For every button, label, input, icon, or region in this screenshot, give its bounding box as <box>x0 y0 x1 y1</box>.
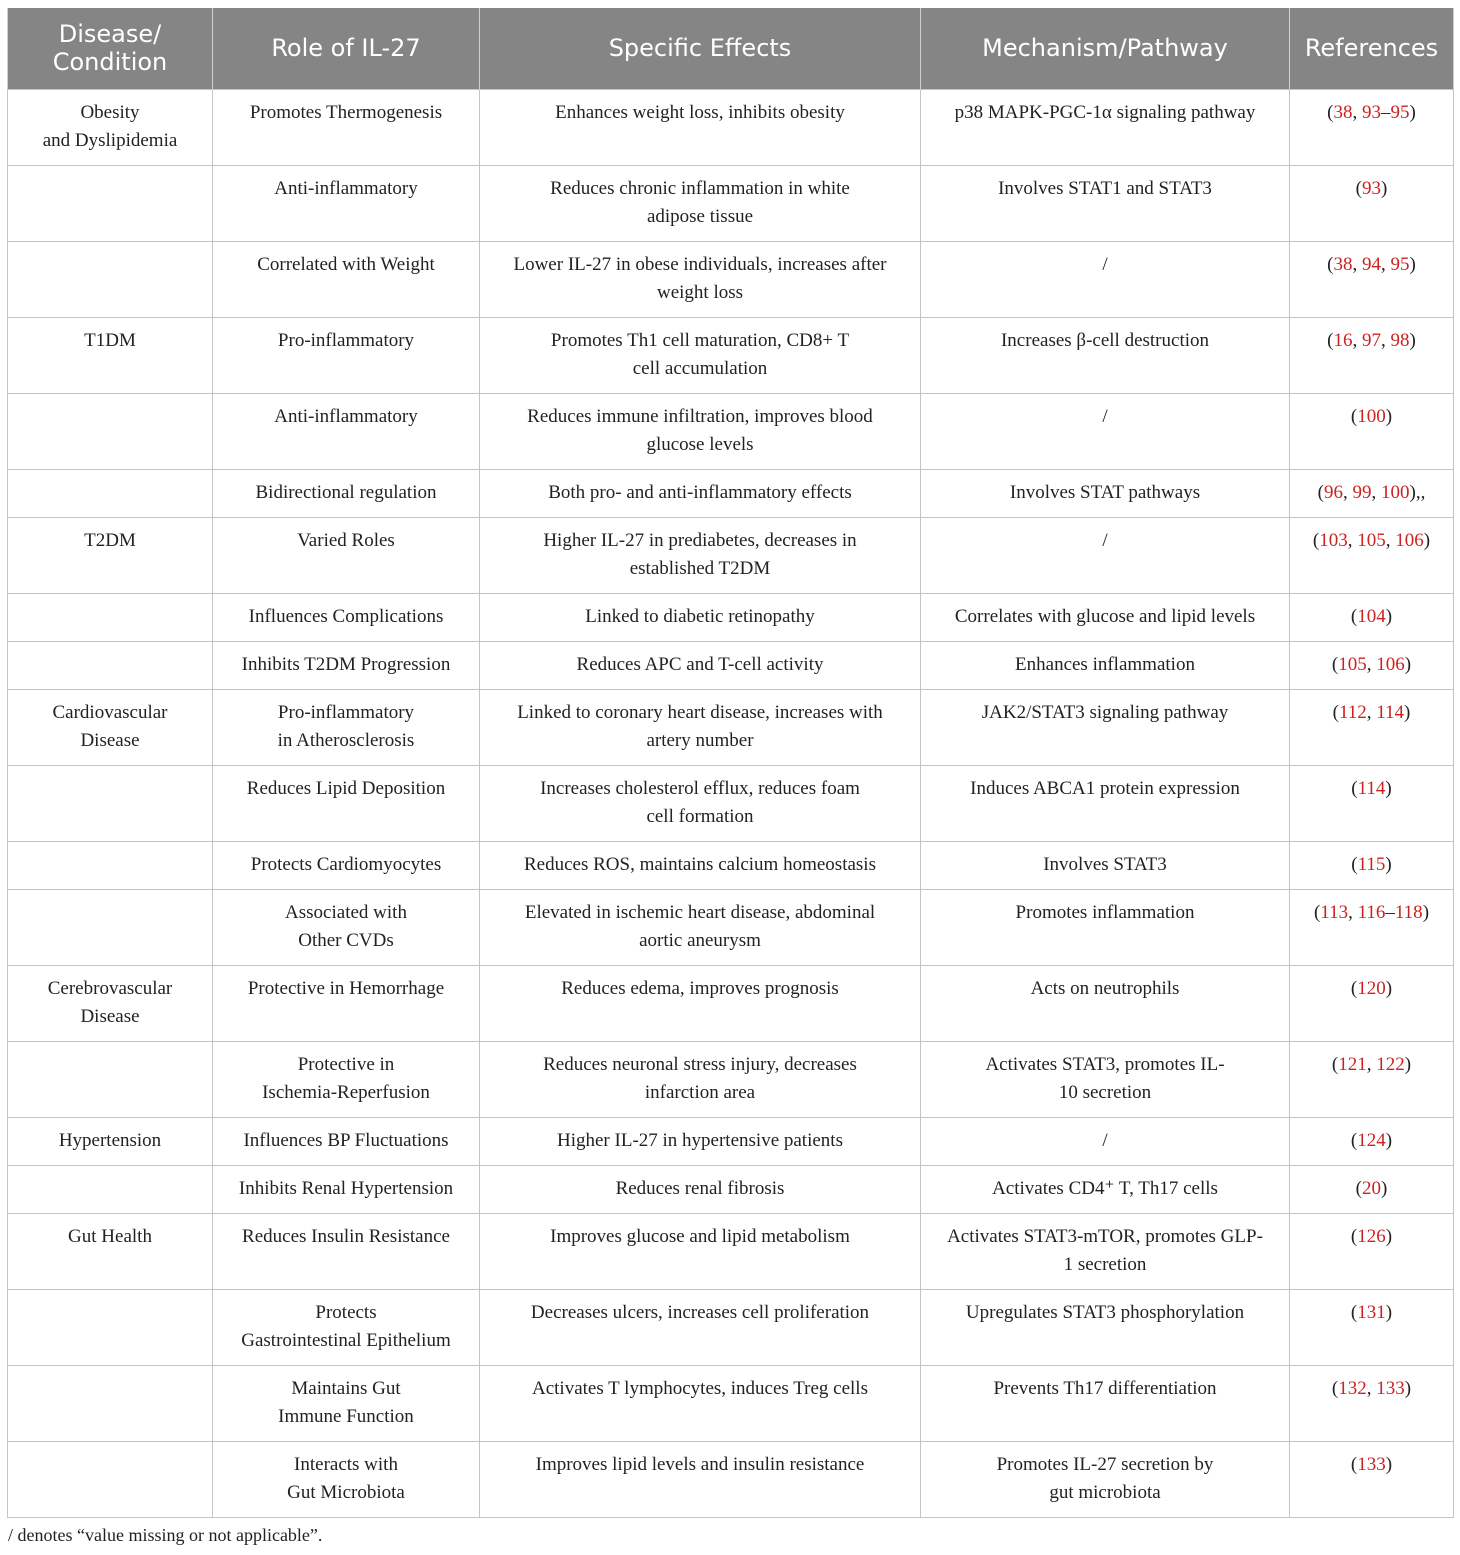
reference-link[interactable]: 96 <box>1324 481 1343 503</box>
table-row <box>8 393 1454 469</box>
reference-link[interactable]: 38 <box>1333 253 1353 275</box>
reference-link[interactable]: 98 <box>1390 329 1410 351</box>
cell-role: Protects Gastrointestinal Epithelium <box>213 1289 480 1365</box>
reference-punctuation: , <box>1381 253 1391 275</box>
table-row <box>8 593 1454 641</box>
reference-punctuation: – <box>1381 101 1391 123</box>
reference-punctuation: , <box>1348 901 1358 923</box>
cell-effects: Reduces edema, improves prognosis <box>480 965 921 1041</box>
cell-disease <box>8 641 213 689</box>
cell-disease <box>8 841 213 889</box>
cell-references <box>1290 1165 1454 1213</box>
reference-punctuation: , <box>1371 481 1381 503</box>
cell-effects: Improves glucose and lipid metabolism <box>480 1213 921 1289</box>
cell-references <box>1290 89 1454 165</box>
cell-references <box>1290 889 1454 965</box>
reference-link[interactable]: 114 <box>1357 777 1386 799</box>
reference-punctuation: ) <box>1385 1129 1393 1151</box>
cell-mechanism: Acts on neutrophils <box>921 965 1290 1041</box>
cell-mechanism: Increases β-cell destruction <box>921 317 1290 393</box>
reference-punctuation: ( <box>1350 1301 1358 1323</box>
reference-punctuation: , <box>1366 701 1377 723</box>
cell-mechanism: Promotes IL-27 secretion by gut microbiota <box>921 1441 1290 1517</box>
cell-effects: Improves lipid levels and insulin resistance <box>480 1441 921 1517</box>
reference-punctuation: ( <box>1327 253 1334 275</box>
reference-link[interactable]: 124 <box>1357 1129 1386 1151</box>
cell-role: Inhibits T2DM Progression <box>213 641 480 689</box>
cell-references <box>1290 593 1454 641</box>
cell-effects: Reduces neuronal stress injury, decreases infarction area <box>480 1041 921 1117</box>
cell-references <box>1290 1289 1454 1365</box>
reference-punctuation: ( <box>1355 1177 1362 1199</box>
cell-mechanism: Involves STAT3 <box>921 841 1290 889</box>
reference-punctuation: ),, <box>1409 481 1426 503</box>
reference-punctuation: ) <box>1409 253 1416 275</box>
reference-punctuation: ( <box>1317 481 1324 503</box>
cell-references <box>1290 165 1454 241</box>
table-row <box>8 965 1454 1041</box>
cell-effects: Increases cholesterol efflux, reduces foam cell formation <box>480 765 921 841</box>
cell-role: Promotes Thermogenesis <box>213 89 480 165</box>
cell-effects: Linked to coronary heart disease, increases with artery number <box>480 689 921 765</box>
cell-mechanism: Promotes inflammation <box>921 889 1290 965</box>
reference-punctuation: ) <box>1409 101 1416 123</box>
cell-disease <box>8 765 213 841</box>
cell-effects: Reduces immune infiltration, improves blood glucose levels <box>480 393 921 469</box>
reference-link[interactable]: 113 <box>1320 901 1349 923</box>
reference-punctuation: , <box>1352 101 1362 123</box>
cell-disease <box>8 1165 213 1213</box>
reference-punctuation: ( <box>1327 329 1334 351</box>
reference-punctuation: ) <box>1385 853 1392 875</box>
cell-references <box>1290 1213 1454 1289</box>
reference-punctuation: ) <box>1423 529 1431 551</box>
reference-link[interactable]: 94 <box>1362 253 1381 275</box>
reference-link[interactable]: 20 <box>1362 1177 1381 1199</box>
cell-role: Reduces Insulin Resistance <box>213 1213 480 1289</box>
cell-role: Maintains Gut Immune Function <box>213 1365 480 1441</box>
reference-link[interactable]: 121 <box>1338 1053 1367 1075</box>
cell-disease <box>8 393 213 469</box>
reference-punctuation: , <box>1352 329 1362 351</box>
reference-punctuation: , <box>1366 1377 1377 1399</box>
table-row <box>8 241 1454 317</box>
cell-effects: Lower IL-27 in obese individuals, increases after weight loss <box>480 241 921 317</box>
cell-role: Interacts with Gut Microbiota <box>213 1441 480 1517</box>
cell-disease <box>8 1289 213 1365</box>
cell-role: Protective in Ischemia-Reperfusion <box>213 1041 480 1117</box>
reference-link[interactable]: 97 <box>1362 329 1381 351</box>
reference-link[interactable]: 133 <box>1357 1453 1386 1475</box>
reference-punctuation: , <box>1347 529 1358 551</box>
header-disease: Disease/ Condition <box>8 8 213 89</box>
table-row <box>8 1165 1454 1213</box>
header-references: References <box>1290 8 1454 89</box>
cell-mechanism: Activates STAT3-mTOR, promotes GLP- 1 secretion <box>921 1213 1290 1289</box>
cell-references <box>1290 841 1454 889</box>
reference-punctuation: ) <box>1381 177 1388 199</box>
reference-punctuation: , <box>1366 653 1377 675</box>
cell-disease <box>8 889 213 965</box>
reference-link[interactable]: 38 <box>1333 101 1353 123</box>
table-row <box>8 1041 1454 1117</box>
reference-punctuation: ( <box>1350 1225 1358 1247</box>
cell-role: Bidirectional regulation <box>213 469 480 517</box>
table-row <box>8 1213 1454 1289</box>
reference-punctuation: – <box>1385 901 1395 923</box>
cell-role: Influences BP Fluctuations <box>213 1117 480 1165</box>
reference-link[interactable]: 105 <box>1338 653 1367 675</box>
cell-disease <box>8 241 213 317</box>
reference-punctuation: ) <box>1385 1453 1393 1475</box>
table-row <box>8 765 1454 841</box>
reference-punctuation: , <box>1366 1053 1377 1075</box>
table-row <box>8 469 1454 517</box>
cell-disease: Cerebrovascular Disease <box>8 965 213 1041</box>
cell-disease: T1DM <box>8 317 213 393</box>
cell-mechanism: / <box>921 393 1290 469</box>
cell-effects: Elevated in ischemic heart disease, abdominal aortic aneurysm <box>480 889 921 965</box>
cell-references <box>1290 1365 1454 1441</box>
reference-punctuation: ) <box>1422 901 1430 923</box>
cell-mechanism: Activates CD4⁺ T, Th17 cells <box>921 1165 1290 1213</box>
table-body <box>8 89 1454 1517</box>
reference-punctuation: , <box>1343 481 1353 503</box>
cell-effects: Higher IL-27 in hypertensive patients <box>480 1117 921 1165</box>
cell-disease: Hypertension <box>8 1117 213 1165</box>
table-row <box>8 1117 1454 1165</box>
reference-link[interactable]: 132 <box>1338 1377 1367 1399</box>
reference-punctuation: ( <box>1332 701 1339 723</box>
reference-punctuation: ( <box>1331 1377 1339 1399</box>
reference-punctuation: ( <box>1313 901 1321 923</box>
reference-punctuation: , <box>1352 253 1362 275</box>
reference-link[interactable]: 95 <box>1390 101 1410 123</box>
cell-role: Protects Cardiomyocytes <box>213 841 480 889</box>
header-row <box>8 8 1454 89</box>
cell-references <box>1290 965 1454 1041</box>
data-table <box>7 8 1454 1518</box>
reference-punctuation: , <box>1385 529 1396 551</box>
reference-link[interactable]: 106 <box>1395 529 1424 551</box>
cell-disease: Gut Health <box>8 1213 213 1289</box>
reference-link[interactable]: 120 <box>1357 977 1386 999</box>
reference-punctuation: ( <box>1327 101 1334 123</box>
table-row <box>8 641 1454 689</box>
cell-role: Varied Roles <box>213 517 480 593</box>
header-mechanism: Mechanism/Pathway <box>921 8 1290 89</box>
reference-link[interactable]: 126 <box>1357 1225 1386 1247</box>
cell-references <box>1290 765 1454 841</box>
reference-punctuation: ) <box>1385 1225 1393 1247</box>
cell-role: Influences Complications <box>213 593 480 641</box>
cell-mechanism: Involves STAT pathways <box>921 469 1290 517</box>
table-row <box>8 1365 1454 1441</box>
cell-role: Reduces Lipid Deposition <box>213 765 480 841</box>
reference-link[interactable]: 112 <box>1338 701 1367 723</box>
reference-punctuation: ( <box>1350 1129 1358 1151</box>
reference-link[interactable]: 99 <box>1352 481 1372 503</box>
reference-link[interactable]: 105 <box>1357 529 1386 551</box>
reference-punctuation: ( <box>1350 605 1358 627</box>
cell-mechanism: Enhances inflammation <box>921 641 1290 689</box>
reference-punctuation: ) <box>1404 1377 1412 1399</box>
reference-link[interactable]: 93 <box>1362 177 1381 199</box>
cell-disease <box>8 1041 213 1117</box>
table-row <box>8 89 1454 165</box>
reference-punctuation: ( <box>1351 777 1358 799</box>
reference-link[interactable]: 103 <box>1319 529 1348 551</box>
cell-references <box>1290 241 1454 317</box>
table-row <box>8 689 1454 765</box>
reference-punctuation: ( <box>1331 1053 1339 1075</box>
cell-mechanism: / <box>921 241 1290 317</box>
cell-effects: Reduces ROS, maintains calcium homeostasis <box>480 841 921 889</box>
cell-role: Anti-inflammatory <box>213 393 480 469</box>
cell-mechanism: Involves STAT1 and STAT3 <box>921 165 1290 241</box>
cell-disease <box>8 469 213 517</box>
cell-effects: Enhances weight loss, inhibits obesity <box>480 89 921 165</box>
cell-role: Anti-inflammatory <box>213 165 480 241</box>
table-footnote: / denotes “value missing or not applicable”. <box>8 1525 323 1545</box>
cell-references <box>1290 1441 1454 1517</box>
reference-punctuation: ( <box>1351 853 1358 875</box>
reference-punctuation: ) <box>1385 1301 1393 1323</box>
reference-link[interactable]: 114 <box>1376 701 1405 723</box>
reference-link[interactable]: 104 <box>1357 605 1386 627</box>
cell-effects: Reduces APC and T-cell activity <box>480 641 921 689</box>
table-row <box>8 1441 1454 1517</box>
reference-punctuation: , <box>1381 329 1391 351</box>
cell-references <box>1290 689 1454 765</box>
cell-references <box>1290 517 1454 593</box>
cell-effects: Decreases ulcers, increases cell proliferation <box>480 1289 921 1365</box>
table-row <box>8 1289 1454 1365</box>
cell-role: Pro-inflammatory in Atherosclerosis <box>213 689 480 765</box>
reference-punctuation: ) <box>1385 405 1393 427</box>
reference-punctuation: ( <box>1355 177 1362 199</box>
reference-punctuation: ( <box>1312 529 1320 551</box>
cell-mechanism: Prevents Th17 differentiation <box>921 1365 1290 1441</box>
reference-link[interactable]: 93 <box>1362 101 1381 123</box>
cell-mechanism: Correlates with glucose and lipid levels <box>921 593 1290 641</box>
reference-punctuation: ) <box>1404 701 1411 723</box>
reference-link[interactable]: 116 <box>1357 901 1386 923</box>
reference-link[interactable]: 122 <box>1376 1053 1405 1075</box>
cell-disease <box>8 593 213 641</box>
cell-role: Protective in Hemorrhage <box>213 965 480 1041</box>
reference-punctuation: ( <box>1350 977 1358 999</box>
reference-punctuation: ) <box>1385 977 1393 999</box>
table-row <box>8 841 1454 889</box>
reference-link[interactable]: 131 <box>1357 1301 1386 1323</box>
cell-role: Associated with Other CVDs <box>213 889 480 965</box>
reference-punctuation: ) <box>1404 653 1412 675</box>
cell-references <box>1290 469 1454 517</box>
table-row <box>8 165 1454 241</box>
cell-references <box>1290 393 1454 469</box>
cell-mechanism: p38 MAPK-PGC-1α signaling pathway <box>921 89 1290 165</box>
table-row <box>8 889 1454 965</box>
cell-references <box>1290 641 1454 689</box>
cell-disease: Obesity and Dyslipidemia <box>8 89 213 165</box>
reference-link[interactable]: 95 <box>1390 253 1410 275</box>
cell-effects: Activates T lymphocytes, induces Treg cells <box>480 1365 921 1441</box>
reference-punctuation: ( <box>1350 405 1358 427</box>
cell-references <box>1290 317 1454 393</box>
reference-link[interactable]: 100 <box>1357 405 1386 427</box>
reference-link[interactable]: 118 <box>1394 901 1423 923</box>
cell-role: Correlated with Weight <box>213 241 480 317</box>
cell-role: Inhibits Renal Hypertension <box>213 1165 480 1213</box>
cell-disease: Cardiovascular Disease <box>8 689 213 765</box>
cell-effects: Reduces renal fibrosis <box>480 1165 921 1213</box>
cell-references <box>1290 1117 1454 1165</box>
reference-punctuation: ) <box>1385 777 1392 799</box>
cell-effects: Linked to diabetic retinopathy <box>480 593 921 641</box>
reference-link[interactable]: 16 <box>1333 329 1353 351</box>
cell-mechanism: JAK2/STAT3 signaling pathway <box>921 689 1290 765</box>
reference-punctuation: ) <box>1404 1053 1412 1075</box>
reference-link[interactable]: 115 <box>1357 853 1386 875</box>
cell-references <box>1290 1041 1454 1117</box>
cell-role: Pro-inflammatory <box>213 317 480 393</box>
reference-punctuation: ) <box>1385 605 1393 627</box>
cell-mechanism: Activates STAT3, promotes IL- 10 secretion <box>921 1041 1290 1117</box>
header-effects: Specific Effects <box>480 8 921 89</box>
cell-disease <box>8 1441 213 1517</box>
reference-punctuation: ) <box>1381 1177 1388 1199</box>
cell-effects: Higher IL-27 in prediabetes, decreases in established T2DM <box>480 517 921 593</box>
cell-mechanism: / <box>921 1117 1290 1165</box>
reference-punctuation: ( <box>1331 653 1339 675</box>
cell-effects: Both pro- and anti-inflammatory effects <box>480 469 921 517</box>
cell-mechanism: / <box>921 517 1290 593</box>
cell-disease: T2DM <box>8 517 213 593</box>
reference-punctuation: ( <box>1350 1453 1358 1475</box>
reference-link[interactable]: 100 <box>1381 481 1410 503</box>
cell-disease <box>8 1365 213 1441</box>
header-role: Role of IL-27 <box>213 8 480 89</box>
cell-effects: Reduces chronic inflammation in white adipose tissue <box>480 165 921 241</box>
reference-link[interactable]: 133 <box>1376 1377 1405 1399</box>
cell-effects: Promotes Th1 cell maturation, CD8+ T cell accumulation <box>480 317 921 393</box>
reference-punctuation: ) <box>1409 329 1416 351</box>
cell-disease <box>8 165 213 241</box>
table-row <box>8 317 1454 393</box>
cell-mechanism: Induces ABCA1 protein expression <box>921 765 1290 841</box>
cell-mechanism: Upregulates STAT3 phosphorylation <box>921 1289 1290 1365</box>
table-row <box>8 517 1454 593</box>
reference-link[interactable]: 106 <box>1376 653 1405 675</box>
